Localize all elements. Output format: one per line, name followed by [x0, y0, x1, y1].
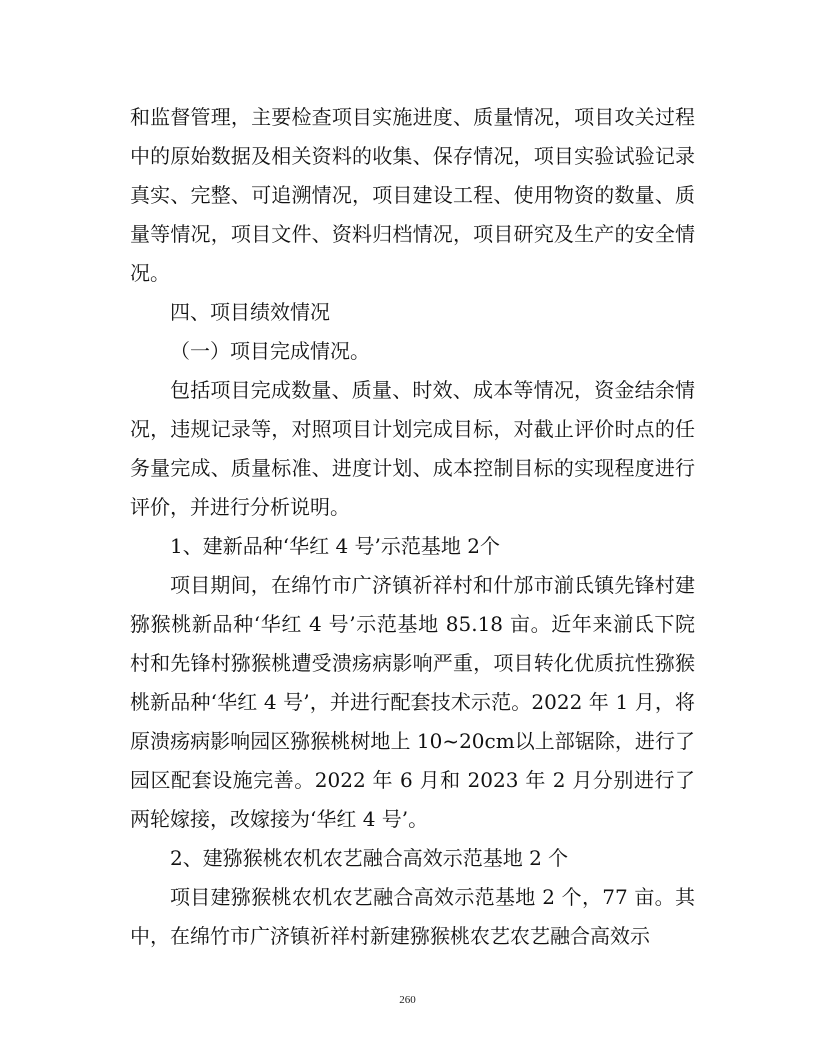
body-text — [130, 98, 695, 956]
page-number: 260 — [399, 994, 416, 1006]
paragraph-item-2: 项目建猕猴桃农机农艺融合高效示范基地 2 个，77 亩。其中，在绵竹市广济镇祈祥村新建猕猴桃农艺农艺融合高效示 — [130, 885, 695, 948]
subsection-heading-completion: （一）项目完成情况。 — [170, 339, 370, 363]
paragraph-supervision: 和监督管理，主要检查项目实施进度、质量情况，项目攻关过程中的原始数据及相关资料的收集、保存情况，项目实验试验记录真实、完整、可追溯情况，项目建设工程、使用物资的数量、质量等情况，项目文件、资料归档情况，项目研究及生产的安全情况。 — [130, 105, 695, 285]
paragraph-item-1: 项目期间，在绵竹市广济镇祈祥村和什邡市湔氐镇先锋村建猕猴桃新品种‘华红 4 号’示范基地 85.18 亩。近年来湔氐下院村和先锋村猕猴桃遭受溃疡病影响严重，项目转化优质抗性猕猴桃新品种‘华红 4 号’，并进行配套技术示范。2022 年 1 月，将原溃疡病影响园区猕猴桃树地上 10~20cm以上部锯除，进行了园区配套设施完善。2022 年 6 月和 2023 年 2 月分别进行了两轮嫁接，改嫁接为‘华红 4 号’。 — [130, 573, 695, 831]
paragraph-completion-scope: 包括项目完成数量、质量、时效、成本等情况，资金结余情况，违规记录等，对照项目计划完成目标，对截止评价时点的任务量完成、质量标准、进度计划、成本控制目标的实现程度进行评价，并进行分析说明。 — [130, 378, 695, 519]
section-heading-performance: 四、项目绩效情况 — [170, 300, 330, 324]
item-heading-1: 1、建新品种‘华红 4 号’示范基地 2个 — [170, 534, 500, 558]
item-heading-2: 2、建猕猴桃农机农艺融合高效示范基地 2 个 — [170, 846, 569, 870]
